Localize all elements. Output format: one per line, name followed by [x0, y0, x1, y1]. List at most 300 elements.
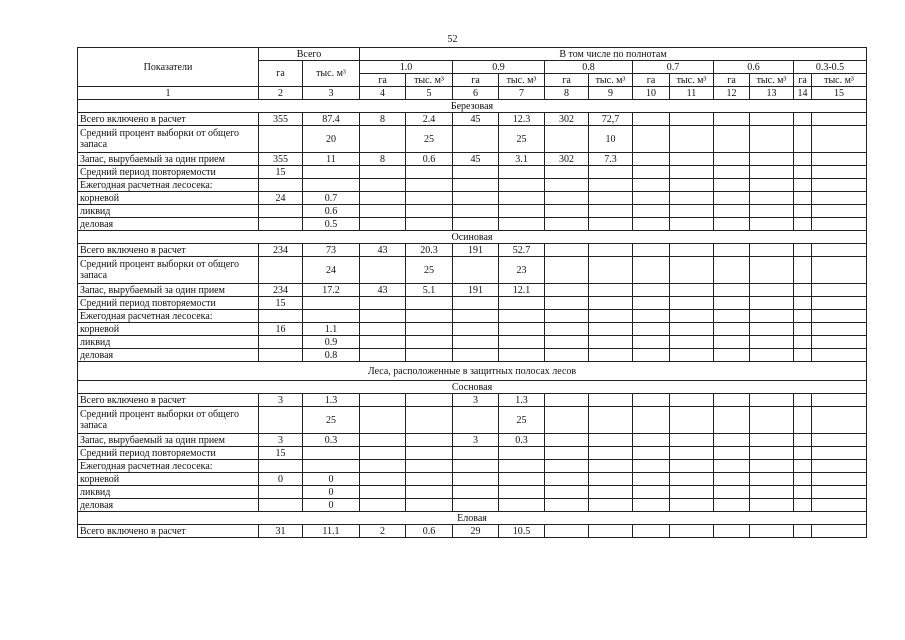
table-cell: [750, 447, 794, 460]
table-cell: 0: [303, 486, 360, 499]
table-cell: [406, 323, 453, 336]
table-cell: 12.3: [499, 113, 545, 126]
table-cell: [589, 218, 633, 231]
volume-unit-header: тыс. м³: [406, 74, 453, 87]
table-cell: [453, 218, 499, 231]
table-cell: [589, 192, 633, 205]
column-number: 13: [750, 87, 794, 100]
table-cell: 191: [453, 244, 499, 257]
table-cell: [453, 460, 499, 473]
table-cell: [750, 244, 794, 257]
column-number: 1: [78, 87, 259, 100]
table-cell: 191: [453, 284, 499, 297]
table-cell: [794, 447, 812, 460]
table-cell: [259, 310, 303, 323]
table-cell: 16: [259, 323, 303, 336]
table-cell: [589, 179, 633, 192]
table-cell: [794, 499, 812, 512]
row-label: Всего включено в расчет: [78, 244, 259, 257]
table-cell: [812, 394, 867, 407]
table-cell: 17.2: [303, 284, 360, 297]
table-cell: 355: [259, 153, 303, 166]
table-cell: [750, 126, 794, 153]
table-cell: [545, 447, 589, 460]
column-number: 11: [670, 87, 714, 100]
table-cell: [714, 336, 750, 349]
table-cell: 8: [360, 113, 406, 126]
table-cell: [499, 499, 545, 512]
table-cell: [714, 297, 750, 310]
column-number: 2: [259, 87, 303, 100]
total-ha-header: га: [259, 61, 303, 87]
table-cell: [812, 473, 867, 486]
column-number: 5: [406, 87, 453, 100]
table-cell: [812, 310, 867, 323]
table-cell: [499, 447, 545, 460]
table-cell: [812, 499, 867, 512]
table-cell: 25: [303, 407, 360, 434]
table-cell: [545, 218, 589, 231]
table-cell: [259, 460, 303, 473]
table-cell: [545, 205, 589, 218]
row-label: деловая: [78, 499, 259, 512]
breakdown-header: В том числе по полнотам: [360, 48, 867, 61]
table-cell: [406, 192, 453, 205]
table-cell: [794, 297, 812, 310]
table-cell: [453, 323, 499, 336]
row-label: Всего включено в расчет: [78, 525, 259, 538]
table-cell: [714, 434, 750, 447]
table-cell: [259, 336, 303, 349]
table-cell: 72,7: [589, 113, 633, 126]
table-cell: [670, 447, 714, 460]
table-cell: [545, 473, 589, 486]
section-row: [78, 231, 867, 244]
table-cell: [406, 447, 453, 460]
table-cell: [750, 434, 794, 447]
table-cell: [714, 394, 750, 407]
table-cell: [453, 499, 499, 512]
table-cell: 24: [259, 192, 303, 205]
table-cell: [633, 394, 670, 407]
ha-unit-header: га: [545, 74, 589, 87]
table-cell: 234: [259, 244, 303, 257]
table-row: [78, 323, 867, 336]
table-cell: [499, 218, 545, 231]
table-cell: [406, 218, 453, 231]
table-cell: [303, 179, 360, 192]
table-cell: [545, 126, 589, 153]
table-cell: [633, 192, 670, 205]
table-cell: [406, 336, 453, 349]
table-cell: [714, 310, 750, 323]
table-cell: 0.5: [303, 218, 360, 231]
table-cell: [259, 205, 303, 218]
table-cell: [812, 297, 867, 310]
table-cell: 10.5: [499, 525, 545, 538]
table-cell: 234: [259, 284, 303, 297]
column-number: 14: [794, 87, 812, 100]
density-header: 0.7: [633, 61, 714, 74]
table-cell: [259, 407, 303, 434]
table-cell: [545, 257, 589, 284]
table-cell: [545, 336, 589, 349]
table-cell: [633, 447, 670, 460]
table-row: [78, 336, 867, 349]
table-cell: [406, 310, 453, 323]
table-cell: [303, 310, 360, 323]
table-cell: [794, 310, 812, 323]
table-cell: [794, 525, 812, 538]
table-cell: [360, 126, 406, 153]
table-cell: [670, 394, 714, 407]
table-cell: [794, 349, 812, 362]
table-cell: 7.3: [589, 153, 633, 166]
volume-unit-header: тыс. м³: [589, 74, 633, 87]
table-cell: [714, 499, 750, 512]
table-cell: [360, 447, 406, 460]
table-cell: [499, 205, 545, 218]
table-cell: [670, 113, 714, 126]
table-cell: [750, 166, 794, 179]
column-number: 6: [453, 87, 499, 100]
column-number: 4: [360, 87, 406, 100]
table-cell: 0.3: [303, 434, 360, 447]
table-cell: [670, 486, 714, 499]
table-cell: [589, 297, 633, 310]
table-cell: [589, 447, 633, 460]
table-cell: [633, 460, 670, 473]
table-cell: [360, 336, 406, 349]
table-cell: [545, 192, 589, 205]
table-header: [78, 48, 867, 100]
table-cell: 43: [360, 244, 406, 257]
row-label: корневой: [78, 473, 259, 486]
table-row: [78, 218, 867, 231]
table-cell: [670, 460, 714, 473]
table-cell: [303, 460, 360, 473]
table-cell: [259, 499, 303, 512]
table-cell: [750, 218, 794, 231]
table-cell: [259, 257, 303, 284]
column-number: 3: [303, 87, 360, 100]
table-cell: [794, 153, 812, 166]
table-cell: [670, 349, 714, 362]
table-cell: [360, 192, 406, 205]
table-cell: [499, 323, 545, 336]
row-label: корневой: [78, 192, 259, 205]
table-cell: [750, 323, 794, 336]
row-label: корневой: [78, 323, 259, 336]
table-cell: [750, 205, 794, 218]
table-cell: [499, 297, 545, 310]
total-volume-header: тыс. м³: [303, 61, 360, 87]
row-label: деловая: [78, 349, 259, 362]
table-cell: [812, 323, 867, 336]
table-cell: [589, 166, 633, 179]
table-cell: [360, 205, 406, 218]
table-cell: [794, 394, 812, 407]
table-cell: 25: [499, 407, 545, 434]
table-cell: 45: [453, 113, 499, 126]
table-cell: [406, 434, 453, 447]
table-cell: [589, 499, 633, 512]
table-cell: [453, 336, 499, 349]
row-label: Средний процент выборки от общего запаса: [78, 407, 259, 434]
table-cell: [794, 473, 812, 486]
table-cell: [589, 407, 633, 434]
table-cell: [589, 525, 633, 538]
table-cell: [750, 113, 794, 126]
table-cell: [794, 192, 812, 205]
table-cell: [714, 218, 750, 231]
table-cell: [794, 323, 812, 336]
table-cell: [812, 153, 867, 166]
table-cell: [406, 179, 453, 192]
table-cell: [670, 166, 714, 179]
table-cell: [670, 434, 714, 447]
table-cell: [750, 284, 794, 297]
table-cell: [259, 218, 303, 231]
table-cell: [750, 394, 794, 407]
table-cell: [714, 205, 750, 218]
table-cell: [633, 297, 670, 310]
ha-unit-header: га: [453, 74, 499, 87]
table-cell: [360, 297, 406, 310]
table-cell: [714, 126, 750, 153]
table-cell: [812, 126, 867, 153]
table-cell: [633, 244, 670, 257]
table-cell: [453, 126, 499, 153]
table-cell: [499, 473, 545, 486]
table-cell: [360, 394, 406, 407]
table-cell: [589, 284, 633, 297]
table-cell: [670, 244, 714, 257]
table-cell: 0.6: [303, 205, 360, 218]
table-cell: [812, 218, 867, 231]
table-cell: [670, 323, 714, 336]
table-row: [78, 486, 867, 499]
indicators-header: Показатели: [78, 48, 259, 87]
table-cell: [714, 486, 750, 499]
table-cell: [499, 486, 545, 499]
table-cell: [545, 297, 589, 310]
table-cell: [545, 394, 589, 407]
density-header: 1.0: [360, 61, 453, 74]
table-cell: [750, 473, 794, 486]
table-cell: 1.3: [499, 394, 545, 407]
table-row: [78, 126, 867, 153]
table-row: [78, 525, 867, 538]
table-cell: 0.3: [499, 434, 545, 447]
table-cell: [633, 473, 670, 486]
table-cell: [453, 192, 499, 205]
table-cell: [406, 460, 453, 473]
row-label: Средний процент выборки от общего запаса: [78, 126, 259, 153]
table-cell: [750, 153, 794, 166]
table-cell: [714, 525, 750, 538]
section-title: Березовая: [78, 100, 867, 113]
table-cell: [714, 166, 750, 179]
table-cell: [633, 407, 670, 434]
table-cell: [714, 179, 750, 192]
table-cell: [453, 297, 499, 310]
table-cell: [812, 460, 867, 473]
table-cell: [303, 447, 360, 460]
table-cell: [812, 244, 867, 257]
table-cell: [360, 434, 406, 447]
row-label: Ежегодная расчетная лесосека:: [78, 460, 259, 473]
density-header: 0.6: [714, 61, 794, 74]
table-cell: [714, 113, 750, 126]
table-cell: 45: [453, 153, 499, 166]
table-cell: [259, 486, 303, 499]
table-cell: 11.1: [303, 525, 360, 538]
table-cell: [360, 499, 406, 512]
table-cell: [589, 349, 633, 362]
table-cell: [360, 349, 406, 362]
table-cell: 29: [453, 525, 499, 538]
table-cell: 52.7: [499, 244, 545, 257]
section-title: Сосновая: [78, 381, 867, 394]
section-title: Осиновая: [78, 231, 867, 244]
table-cell: [406, 473, 453, 486]
table-cell: [259, 349, 303, 362]
table-cell: 1.1: [303, 323, 360, 336]
table-cell: 302: [545, 113, 589, 126]
table-cell: [453, 166, 499, 179]
table-cell: [714, 473, 750, 486]
table-cell: [545, 499, 589, 512]
table-cell: [453, 310, 499, 323]
table-cell: [794, 407, 812, 434]
table-cell: [589, 310, 633, 323]
table-cell: [406, 166, 453, 179]
table-cell: [406, 486, 453, 499]
table-cell: [453, 349, 499, 362]
table-row: [78, 499, 867, 512]
table-cell: 11: [303, 153, 360, 166]
table-cell: [545, 323, 589, 336]
column-number: 8: [545, 87, 589, 100]
row-label: Всего включено в расчет: [78, 113, 259, 126]
table-cell: [670, 310, 714, 323]
table-cell: [794, 166, 812, 179]
table-cell: [794, 284, 812, 297]
table-cell: [750, 310, 794, 323]
table-cell: [360, 179, 406, 192]
table-cell: [812, 486, 867, 499]
table-row: [78, 284, 867, 297]
section-row: [78, 512, 867, 525]
volume-unit-header: тыс. м³: [750, 74, 794, 87]
table-cell: [714, 257, 750, 284]
table-cell: [670, 126, 714, 153]
table-cell: [633, 525, 670, 538]
table-cell: [794, 460, 812, 473]
table-cell: [545, 349, 589, 362]
table-cell: [812, 336, 867, 349]
table-cell: [714, 460, 750, 473]
volume-unit-header: тыс. м³: [499, 74, 545, 87]
table-cell: 15: [259, 166, 303, 179]
section-row: [78, 362, 867, 381]
table-cell: [670, 257, 714, 284]
table-row: [78, 113, 867, 126]
table-cell: [360, 473, 406, 486]
row-label: ликвид: [78, 205, 259, 218]
section-row: [78, 100, 867, 113]
table-cell: [670, 473, 714, 486]
table-cell: [589, 336, 633, 349]
section-title: Еловая: [78, 512, 867, 525]
table-row: [78, 192, 867, 205]
table-row: [78, 434, 867, 447]
table-cell: [545, 179, 589, 192]
table-cell: [670, 297, 714, 310]
table-cell: [670, 179, 714, 192]
row-label: Запас, вырубаемый за один прием: [78, 153, 259, 166]
row-label: Всего включено в расчет: [78, 394, 259, 407]
table-cell: 25: [406, 126, 453, 153]
table-cell: [360, 166, 406, 179]
table-cell: [794, 179, 812, 192]
table-cell: 302: [545, 153, 589, 166]
table-cell: [589, 244, 633, 257]
table-cell: [714, 153, 750, 166]
table-cell: [633, 126, 670, 153]
table-cell: [360, 407, 406, 434]
table-cell: [750, 486, 794, 499]
table-cell: [794, 126, 812, 153]
table-cell: [545, 166, 589, 179]
table-cell: 0.9: [303, 336, 360, 349]
table-cell: [812, 257, 867, 284]
table-cell: [406, 297, 453, 310]
row-label: Ежегодная расчетная лесосека:: [78, 310, 259, 323]
table-cell: 0.6: [406, 525, 453, 538]
table-cell: [812, 166, 867, 179]
table-cell: 0.7: [303, 192, 360, 205]
table-cell: 43: [360, 284, 406, 297]
ha-unit-header: га: [360, 74, 406, 87]
table-cell: [259, 179, 303, 192]
table-row: [78, 310, 867, 323]
table-cell: [794, 336, 812, 349]
section-title: Леса, расположенные в защитных полосах лесов: [78, 362, 867, 381]
table-cell: [545, 486, 589, 499]
table-cell: [589, 205, 633, 218]
table-cell: [360, 486, 406, 499]
table-cell: [812, 447, 867, 460]
table-cell: [589, 486, 633, 499]
table-cell: 15: [259, 297, 303, 310]
table-cell: [259, 126, 303, 153]
table-cell: 12.1: [499, 284, 545, 297]
table-cell: [545, 407, 589, 434]
table-row: [78, 179, 867, 192]
table-cell: 10: [589, 126, 633, 153]
table-row: [78, 205, 867, 218]
row-label: Средний период повторяемости: [78, 166, 259, 179]
table-cell: [794, 244, 812, 257]
table-cell: 20: [303, 126, 360, 153]
table-cell: [499, 349, 545, 362]
density-header: 0.8: [545, 61, 633, 74]
table-cell: [812, 205, 867, 218]
table-cell: [714, 407, 750, 434]
table-cell: [812, 192, 867, 205]
